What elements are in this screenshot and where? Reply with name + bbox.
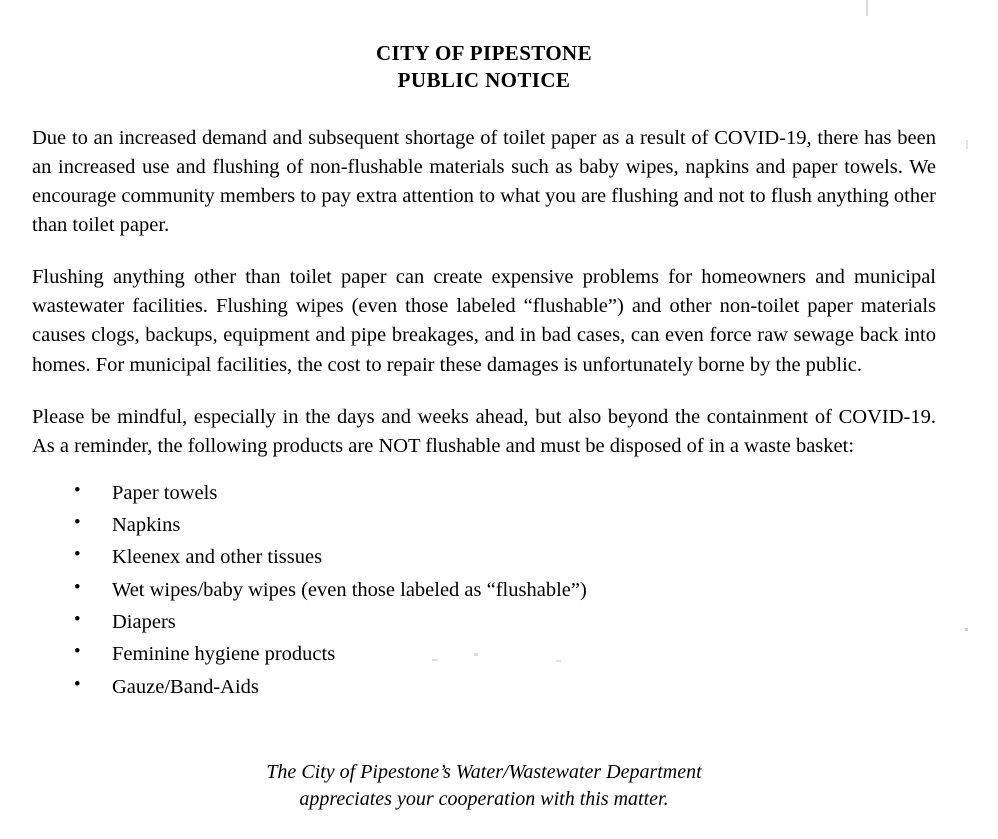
paragraph-shortage: Due to an increased demand and subsequent shortage of toilet paper as a result of COVID-19, there has been an increased use and flushing of non-flushable materials such as baby wipes, napkins and paper towels. We encourage community members to pay extra attention to what you are flushing and not to flush anything other than toilet paper.: [32, 126, 936, 237]
scan-artifact: [866, 0, 868, 16]
closing-statement: [32, 759, 936, 813]
page-title: [32, 40, 936, 94]
title-line-city: CITY OF PIPESTONE: [375, 41, 593, 65]
list-item: • Feminine hygiene products: [74, 640, 936, 668]
title-line-notice: PUBLIC NOTICE: [397, 67, 571, 92]
list-item: • Wet wipes/baby wipes (even those labeled as “flushable”): [74, 576, 936, 604]
closing-line-appreciation: appreciates your cooperation with this matter.: [299, 787, 669, 810]
list-item: • Gauze/Band-Aids: [74, 673, 936, 701]
list-item: • Kleenex and other tissues: [74, 543, 936, 571]
paragraph-consequences: Flushing anything other than toilet paper can create expensive problems for homeowners and municipal wastewater facilities. Flushing wipes (even those labeled “flushable”) and other non-toilet paper materials causes clogs, backups, equipment and pipe breakages, and in bad cases, can even force raw sewage back into homes. For municipal facilities, the cost to repair these damages is unfortunately borne by the public.: [32, 266, 936, 376]
list-item: • Paper towels: [74, 479, 936, 507]
scan-artifact: [965, 628, 968, 631]
scan-artifact: [966, 140, 968, 149]
paragraph-reminder: Please be mindful, especially in the days and weeks ahead, but also beyond the containment of COVID-19. As a reminder, the following products are NOT flushable and must be disposed of in a waste basket:: [32, 405, 936, 457]
non-flushable-list: [74, 479, 936, 701]
list-item: • Diapers: [74, 608, 936, 636]
list-item: • Napkins: [74, 511, 936, 539]
closing-line-department: The City of Pipestone’s Water/Wastewater Department: [266, 760, 702, 783]
